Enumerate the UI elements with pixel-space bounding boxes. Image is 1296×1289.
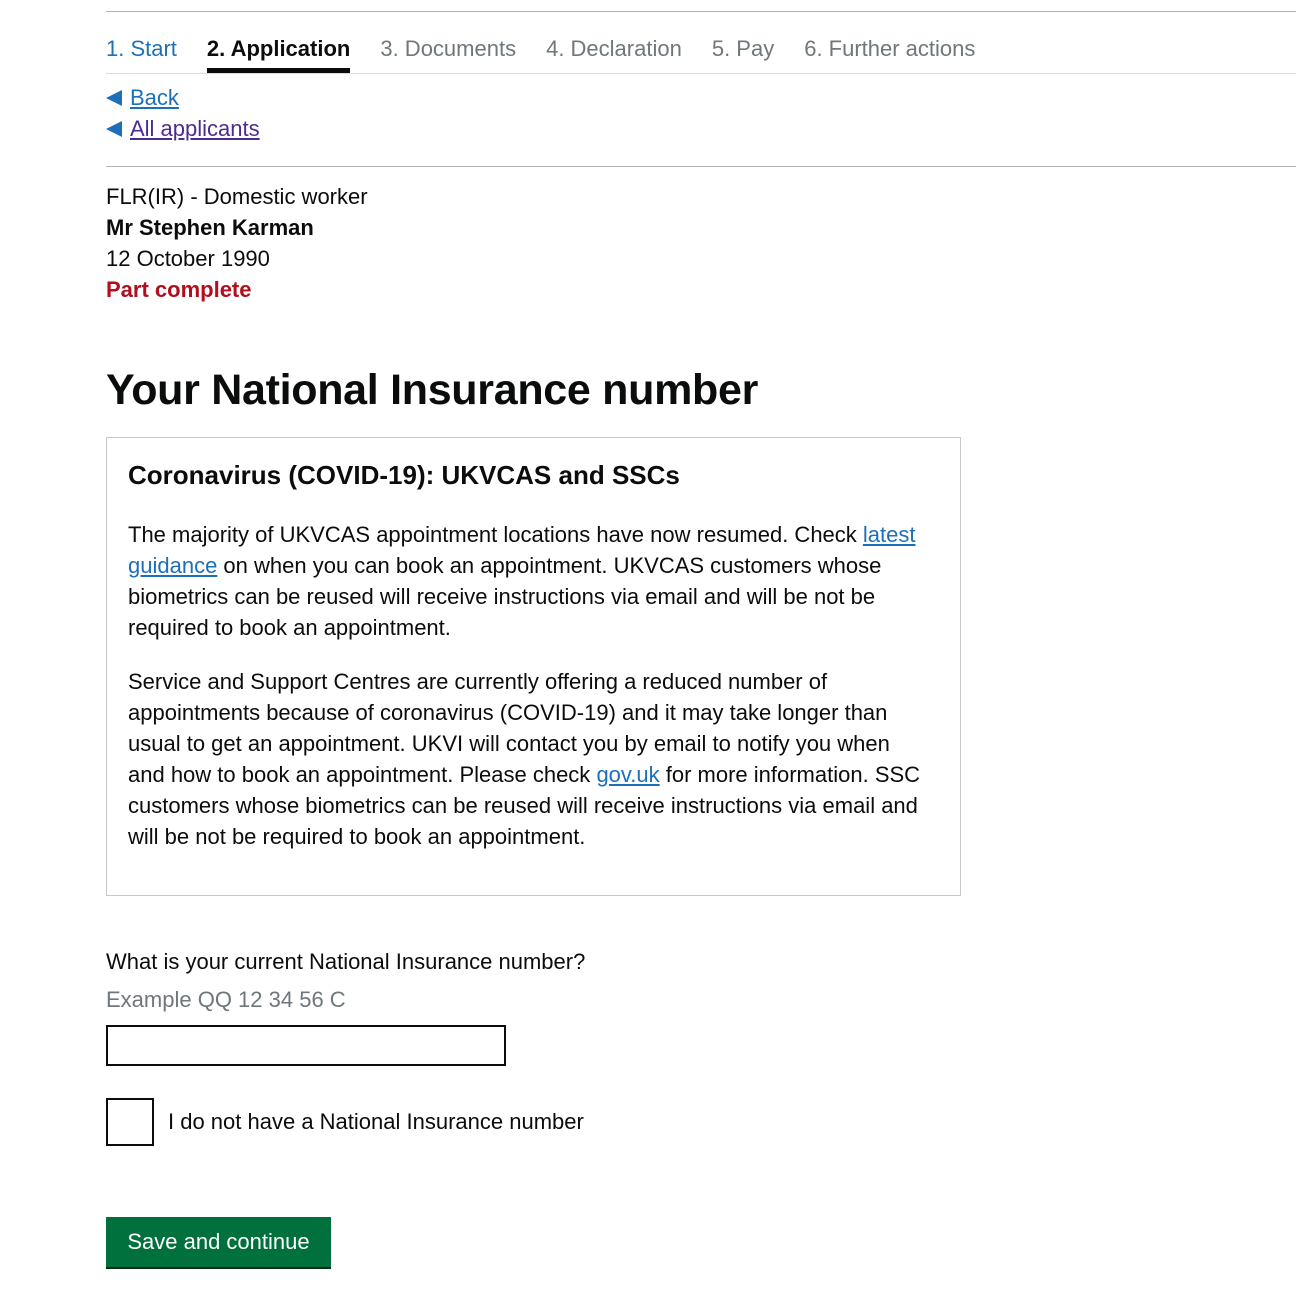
no-ni-checkbox[interactable] — [106, 1098, 154, 1146]
ni-hint: Example QQ 12 34 56 C — [106, 987, 346, 1012]
step-declaration: 4. Declaration — [546, 36, 682, 61]
notice-heading: Coronavirus (COVID-19): UKVCAS and SSCs — [128, 460, 680, 490]
step-start[interactable]: 1. Start — [106, 36, 177, 61]
back-link[interactable]: Back — [130, 85, 179, 110]
notice-paragraph-ukvcas — [128, 519, 928, 643]
notice-text: Service and Support Centres are currently offering a reduced number of appointments because of coronavirus (COVID-19) and it may take longer than usual to get an appointment. UKVI will contact you by email to notify you when and how to book an appointment. Please check — [128, 669, 890, 787]
step-pay: 5. Pay — [711, 36, 775, 61]
back-arrow-icon — [106, 90, 122, 106]
step-documents: 3. Documents — [380, 36, 517, 61]
applicant-name: Mr Stephen Karman — [106, 215, 314, 240]
save-and-continue-button[interactable]: Save and continue — [106, 1217, 331, 1267]
step-application: 2. Application — [207, 30, 350, 73]
all-applicants-link[interactable]: All applicants — [130, 116, 260, 141]
applicant-summary — [106, 181, 368, 305]
application-type: FLR(IR) - Domestic worker — [106, 184, 368, 209]
progress-steps — [106, 30, 1296, 74]
step-further-actions: 6. Further actions — [804, 36, 976, 61]
section-divider — [106, 166, 1296, 167]
ni-number-input[interactable] — [106, 1025, 506, 1066]
no-ni-label[interactable]: I do not have a National Insurance number — [168, 1109, 584, 1134]
notice-text: for more information. SSC customers whose biometrics can be reused will receive instructions via email and will be not be required to book an appointment. — [128, 762, 921, 849]
all-applicants-link-row — [106, 113, 260, 144]
no-ni-option[interactable] — [106, 1098, 584, 1146]
back-arrow-icon — [106, 121, 122, 137]
page-title: Your National Insurance number — [106, 366, 759, 414]
notice-text: The majority of UKVCAS appointment locations have now resumed. Check — [128, 522, 863, 547]
notice-text: on when you can book an appointment. UKVCAS customers whose biometrics can be reused will receive instructions via email and will be not be required to book an appointment. — [128, 553, 882, 640]
notice-paragraph-ssc — [128, 666, 928, 852]
applicant-dob: 12 October 1990 — [106, 246, 270, 271]
back-links — [106, 82, 260, 144]
top-divider — [106, 11, 1296, 12]
ni-question-label: What is your current National Insurance number? — [106, 949, 586, 974]
back-link-row — [106, 82, 260, 113]
application-status: Part complete — [106, 277, 252, 302]
latest-guidance-link[interactable]: latest guidance — [128, 522, 916, 578]
covid-notice — [106, 437, 961, 896]
gov-uk-link[interactable]: gov.uk — [596, 762, 660, 787]
